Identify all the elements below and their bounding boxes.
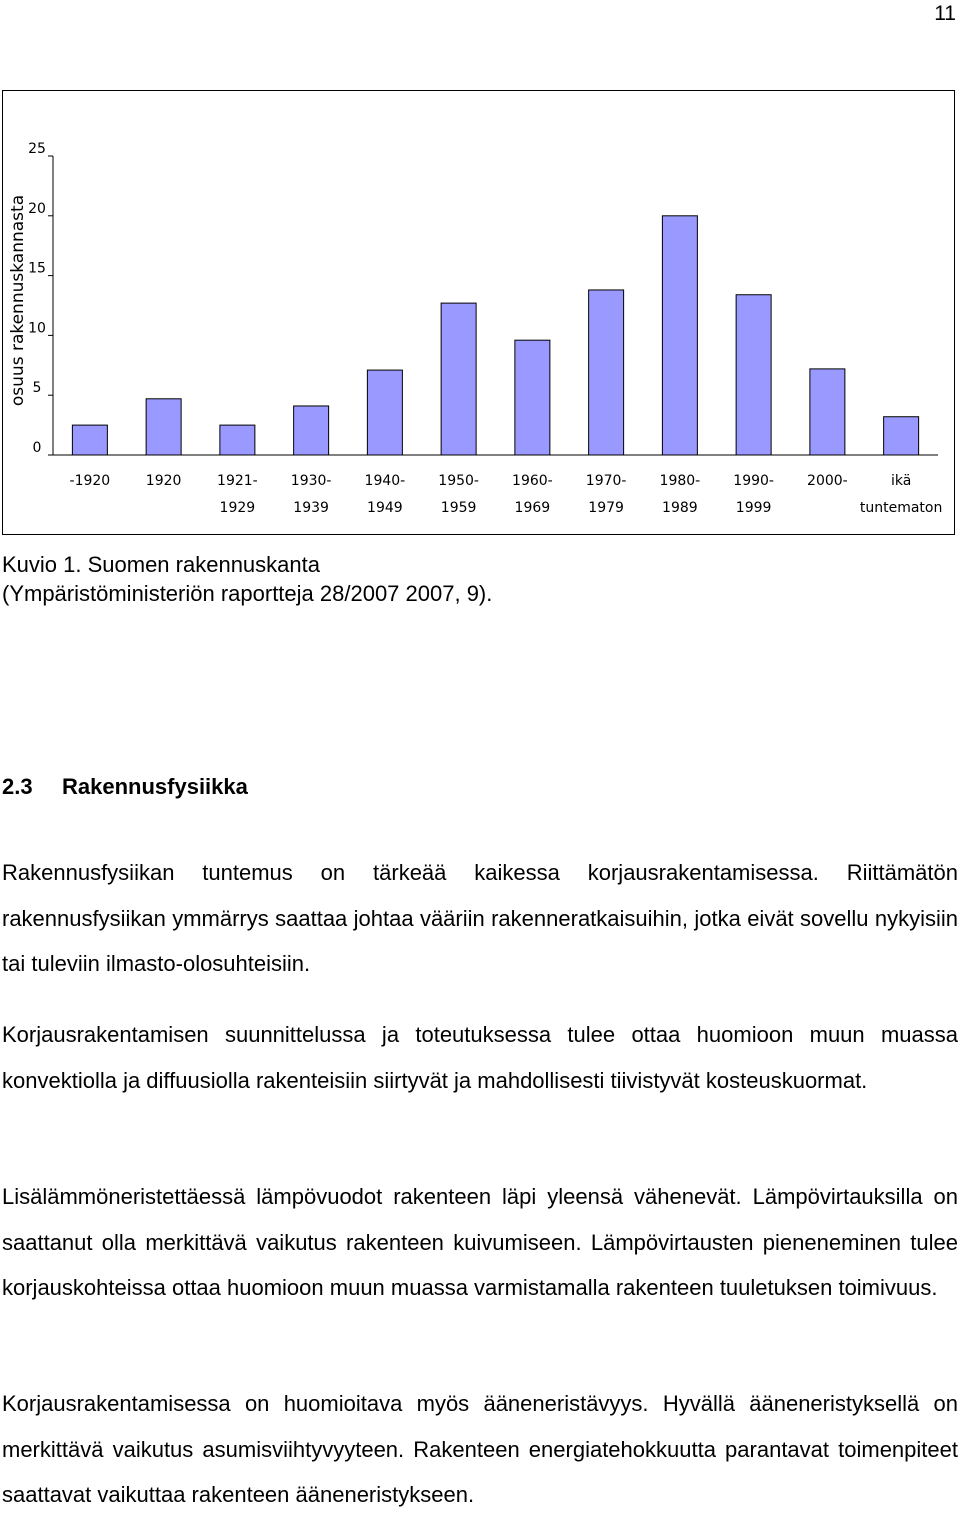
bar	[515, 340, 550, 455]
bar	[589, 290, 624, 455]
y-tick-label: 25	[28, 141, 46, 157]
x-tick-label: 1920	[145, 473, 182, 489]
figure-caption	[2, 550, 492, 608]
bar	[662, 216, 697, 455]
y-axis-label: osuus rakennuskannasta	[8, 194, 28, 407]
x-tick-label: 1990-	[733, 473, 774, 489]
bar	[810, 369, 845, 455]
x-tick-label: 1949	[367, 500, 403, 516]
y-tick-label: 0	[32, 440, 42, 456]
x-tick-label: ikä	[890, 473, 912, 489]
y-tick-label: 5	[32, 380, 42, 397]
paragraph-3: Lisälämmöneristettäessä lämpövuodot rakenteen läpi yleensä vähenevät. Lämpövirtauksilla on saattanut olla merkittävä vaikutus rakenteen kuivumiseen. Lämpövirtausten pieneneminen tulee korjauskohteissa ottaa huomioon muun muassa varmistamalla rakenteen tuuletuksen toimivuus.	[2, 1184, 958, 1300]
x-tick-label: 1999	[735, 500, 772, 516]
x-tick-label: 1980-	[659, 473, 701, 489]
paragraph-1: Rakennusfysiikan tuntemus on tärkeää kaikessa korjausrakentamisessa. Riittämätön rakennusfysiikan ymmärrys saattaa johtaa vääriin rakenneratkaisuihin, jotka eivät sovellu nykyisiin tai tuleviin ilmasto-olosuhteisiin.	[2, 860, 958, 976]
paragraph-2: Korjausrakentamisen suunnittelussa ja toteutuksessa tulee ottaa huomioon muun muassa konvektiolla ja diffuusiolla rakenteisiin siirtyvät ja mahdollisesti tiivistyvät kosteuskuormat.	[2, 1022, 958, 1093]
y-tick-label: 20	[28, 200, 46, 217]
x-tick-label: 1989	[662, 500, 698, 516]
x-tick-label: 1930-	[290, 473, 332, 489]
x-tick-label: 1970-	[585, 473, 627, 489]
x-tick-label: tuntematon	[859, 500, 943, 516]
page-number: 11	[934, 2, 956, 25]
bar	[441, 303, 476, 455]
section-heading	[2, 774, 248, 800]
x-tick-label: 2000-	[807, 473, 848, 489]
x-tick-label: 1939	[293, 500, 329, 516]
bar	[736, 295, 771, 455]
bar	[294, 406, 329, 455]
x-tick-label: -1920	[69, 473, 111, 489]
x-tick-label: 1940-	[364, 473, 406, 489]
bar	[220, 425, 255, 455]
bar	[72, 425, 107, 455]
bar	[884, 417, 919, 455]
y-tick-label: 10	[28, 320, 46, 337]
x-tick-label: 1969	[514, 500, 551, 516]
paragraph-4: Korjausrakentamisessa on huomioitava myös ääneneristävyys. Hyvällä ääneneristyksellä on merkittävä vaikutus asumisviihtyvyyteen. Rakenteen energiatehokkuutta parantavat toimenpiteet saattavat vaikuttaa rakenteen ääneneristykseen.	[2, 1391, 958, 1507]
bar	[146, 399, 181, 455]
x-tick-label: 1950-	[438, 473, 479, 489]
figure-frame	[2, 90, 955, 535]
x-tick-label: 1929	[219, 500, 256, 516]
caption-line-2: (Ympäristöministeriön raportteja 28/2007 2007, 9).	[2, 581, 493, 606]
x-tick-label: 1979	[588, 500, 624, 516]
bar	[367, 370, 402, 455]
bar-chart	[3, 91, 954, 534]
x-tick-label: 1959	[440, 500, 477, 516]
y-tick-label: 15	[28, 260, 46, 277]
section-title: Rakennusfysiikka	[62, 774, 248, 799]
caption-line-1: Kuvio 1. Suomen rakennuskanta	[2, 552, 320, 577]
x-tick-label: 1921-	[217, 473, 258, 489]
section-number: 2.3	[2, 774, 33, 799]
x-tick-label: 1960-	[512, 473, 553, 489]
